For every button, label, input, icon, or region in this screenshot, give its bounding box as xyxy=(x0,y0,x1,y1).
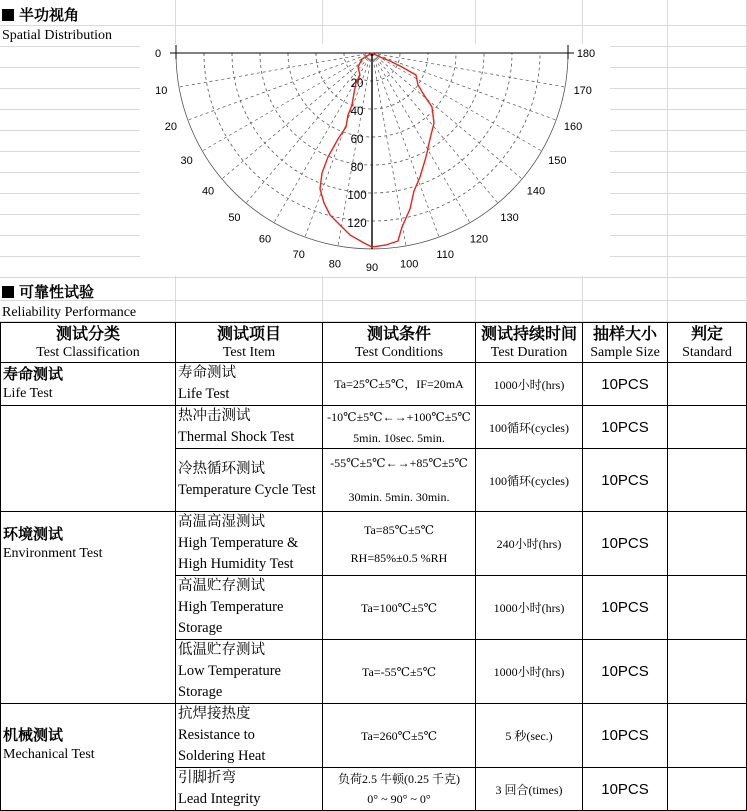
category-blank xyxy=(1,449,176,512)
polar-angle-label: 120 xyxy=(469,233,489,246)
polar-angle-label: 90 xyxy=(365,262,379,274)
table-row xyxy=(1,704,747,768)
test-item: 高温高湿测试 High Temperature & High Humidity Test xyxy=(176,512,323,576)
header-conditions: 测试条件 Test Conditions xyxy=(323,323,476,363)
sample-size: 10PCS xyxy=(583,363,668,406)
test-condition: Ta=25℃±5℃，IF=20mA xyxy=(323,363,476,406)
category-blank xyxy=(1,640,176,704)
category-mechanical: 机械测试 Mechanical Test xyxy=(1,704,176,768)
test-duration: 3 回合(times) xyxy=(476,768,583,811)
table-row xyxy=(1,512,747,576)
sample-size: 10PCS xyxy=(583,768,668,811)
header-duration: 测试持续时间 Test Duration xyxy=(476,323,583,363)
category-blank xyxy=(1,576,176,640)
reliability-subtitle: Reliability Performance xyxy=(2,305,137,320)
polar-angle-label: 50 xyxy=(228,211,241,224)
polar-angle-label: 150 xyxy=(548,155,567,167)
polar-angle-label: 0 xyxy=(154,48,162,60)
test-duration: 1000小时(hrs) xyxy=(476,363,583,406)
test-item: 引脚折弯 Lead Integrity xyxy=(176,768,323,811)
test-item: 抗焊接热度 Resistance to Soldering Heat xyxy=(176,704,323,768)
polar-angle-label: 140 xyxy=(526,185,546,198)
test-item: 高温贮存测试 High Temperature Storage xyxy=(176,576,323,640)
test-condition: 负荷2.5 牛顿(0.25 千克) 0° ~ 90° ~ 0° xyxy=(323,768,476,811)
standard-cell xyxy=(668,363,747,406)
polar-angle-label: 180 xyxy=(576,48,596,60)
polar-radial-label: 120 xyxy=(347,218,367,230)
polar-angle-label: 20 xyxy=(164,121,178,134)
header-item: 测试项目 Test Item xyxy=(176,323,323,363)
polar-angle-label: 60 xyxy=(258,233,272,246)
polar-angle-label: 130 xyxy=(500,211,519,224)
category-life: 寿命测试 Life Test xyxy=(1,363,176,406)
category-blank xyxy=(1,768,176,811)
polar-angle-label: 70 xyxy=(292,249,305,262)
table-row xyxy=(1,640,747,704)
sample-size: 10PCS xyxy=(583,576,668,640)
test-item: 寿命测试 Life Test xyxy=(176,363,323,406)
polar-angle-label: 10 xyxy=(155,85,168,98)
header-classification: 测试分类 Test Classification xyxy=(1,323,176,363)
spatial-subtitle: Spatial Distribution xyxy=(2,28,113,43)
polar-angle-label: 110 xyxy=(436,249,454,262)
polar-angle-label: 170 xyxy=(573,85,592,98)
polar-radial-label: 100 xyxy=(347,190,367,202)
table-row xyxy=(1,576,747,640)
polar-angle-label: 40 xyxy=(201,185,215,198)
test-duration: 100循环(cycles) xyxy=(476,406,583,449)
polar-chart xyxy=(140,44,610,276)
reliability-title-cn: 可靠性试验 xyxy=(19,283,95,301)
spatial-title xyxy=(2,4,79,25)
test-condition: Ta=85℃±5℃ RH=85%±0.5 %RH xyxy=(323,512,476,576)
test-condition: Ta=260℃±5℃ xyxy=(323,704,476,768)
table-row xyxy=(1,768,747,811)
standard-cell xyxy=(668,576,747,640)
sample-size: 10PCS xyxy=(583,406,668,449)
test-duration: 240小时(hrs) xyxy=(476,512,583,576)
square-bullet-icon xyxy=(2,9,14,21)
sample-size: 10PCS xyxy=(583,640,668,704)
standard-cell xyxy=(668,640,747,704)
polar-angle-label: 100 xyxy=(399,258,419,271)
sample-size: 10PCS xyxy=(583,704,668,768)
test-duration: 1000小时(hrs) xyxy=(476,576,583,640)
standard-cell xyxy=(668,406,747,449)
reliability-title xyxy=(2,281,94,302)
test-duration: 100循环(cycles) xyxy=(476,449,583,512)
polar-angle-label: 30 xyxy=(180,155,193,167)
table-row xyxy=(1,406,747,449)
polar-radial-label: 60 xyxy=(350,134,364,146)
test-duration: 5 秒(sec.) xyxy=(476,704,583,768)
polar-radial-label: 40 xyxy=(350,106,364,118)
polar-angle-label: 80 xyxy=(328,258,341,271)
table-header-row xyxy=(1,323,747,363)
reliability-table xyxy=(0,322,747,811)
sample-size: 10PCS xyxy=(583,512,668,576)
standard-cell xyxy=(668,512,747,576)
standard-cell xyxy=(668,768,747,811)
category-blank xyxy=(1,406,176,449)
table-row xyxy=(1,449,747,512)
header-sample-size: 抽样大小 Sample Size xyxy=(583,323,668,363)
polar-radial-label: 80 xyxy=(350,162,364,174)
standard-cell xyxy=(668,449,747,512)
polar-angle-label: 160 xyxy=(563,121,583,134)
test-condition: -55℃±5℃←→+85℃±5℃ 30min. 5min. 30min. xyxy=(323,449,476,512)
test-condition: Ta=-55℃±5℃ xyxy=(323,640,476,704)
test-condition: -10℃±5℃←→+100℃±5℃ 5min. 10sec. 5min. xyxy=(323,406,476,449)
test-item: 低温贮存测试 Low Temperature Storage xyxy=(176,640,323,704)
header-standard: 判定 Standard xyxy=(668,323,747,363)
sample-size: 10PCS xyxy=(583,449,668,512)
test-item: 热冲击测试 Thermal Shock Test xyxy=(176,406,323,449)
test-duration: 1000小时(hrs) xyxy=(476,640,583,704)
table-row xyxy=(1,363,747,406)
spatial-title-cn: 半功视角 xyxy=(19,6,80,24)
standard-cell xyxy=(668,704,747,768)
test-condition: Ta=100℃±5℃ xyxy=(323,576,476,640)
test-item: 冷热循环测试 Temperature Cycle Test xyxy=(176,449,323,512)
category-environment: 环境测试 Environment Test xyxy=(1,512,176,576)
polar-radial-label: 20 xyxy=(350,78,364,90)
square-bullet-icon xyxy=(2,286,14,298)
